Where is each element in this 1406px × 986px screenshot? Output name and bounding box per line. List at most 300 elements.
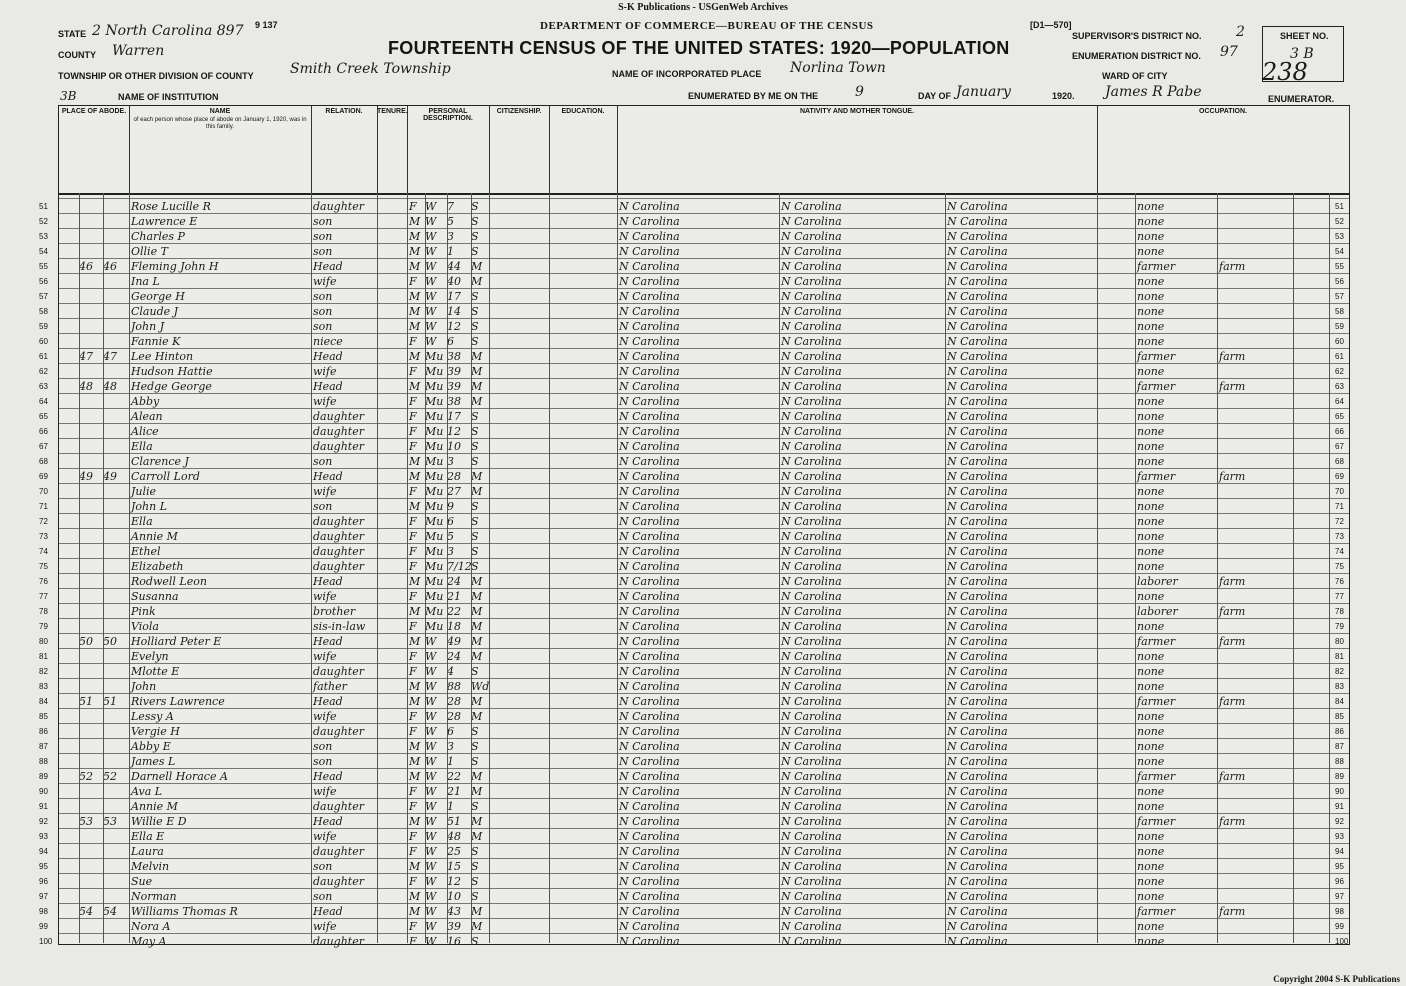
cell-name: Rivers Lawrence (131, 695, 225, 708)
cell-fbp: N Carolina (781, 335, 842, 348)
cell-occ: none (1137, 755, 1165, 768)
cell-age: 1 (447, 800, 454, 813)
cell-name: Williams Thomas R (131, 905, 238, 918)
cell-bp: N Carolina (619, 320, 680, 333)
table-row (39, 423, 1349, 439)
cell-ms: M (471, 830, 483, 843)
cell-fbp: N Carolina (781, 485, 842, 498)
line-number: 92 (39, 817, 48, 826)
table-row (39, 933, 1349, 949)
cell-bp: N Carolina (619, 515, 680, 528)
cell-occ: none (1137, 845, 1165, 858)
cell-name: Willie E D (131, 815, 187, 828)
cell-occ: none (1137, 290, 1165, 303)
table-row (39, 498, 1349, 514)
line-number: 65 (39, 412, 48, 421)
column-rule (447, 193, 448, 943)
cell-age: 39 (447, 920, 461, 933)
line-number: 58 (39, 307, 48, 316)
cell-mbp: N Carolina (947, 275, 1008, 288)
cell-mbp: N Carolina (947, 230, 1008, 243)
cell-age: 5 (447, 530, 454, 543)
cell-relation: son (313, 455, 333, 468)
county-label: COUNTY (58, 50, 96, 60)
township-value: Smith Creek Township (290, 61, 451, 77)
cell-relation: Head (313, 575, 343, 588)
cell-age: 18 (447, 620, 461, 633)
line-number-right: 99 (1335, 922, 1344, 931)
cell-sex: M (409, 680, 421, 693)
cell-fbp: N Carolina (781, 470, 842, 483)
cell-fbp: N Carolina (781, 665, 842, 678)
cell-family: 46 (103, 260, 117, 273)
cell-mbp: N Carolina (947, 575, 1008, 588)
cell-name: Rodwell Leon (131, 575, 207, 588)
cell-occ: none (1137, 725, 1165, 738)
cell-occ: none (1137, 680, 1165, 693)
line-number-right: 72 (1335, 517, 1344, 526)
copyright: Copyright 2004 S-K Publications (1273, 974, 1400, 984)
cell-occ: none (1137, 320, 1165, 333)
table-row (39, 228, 1349, 244)
table-row (39, 633, 1349, 649)
cell-age: 28 (447, 470, 461, 483)
cell-relation: wife (313, 485, 337, 498)
cell-sex: F (409, 650, 417, 663)
cell-ms: S (471, 560, 479, 573)
cell-fbp: N Carolina (781, 800, 842, 813)
cell-race: Mu (425, 560, 444, 573)
cell-family: 54 (103, 905, 117, 918)
cell-age: 49 (447, 635, 461, 648)
cell-bp: N Carolina (619, 365, 680, 378)
cell-race: W (425, 695, 437, 708)
cell-fbp: N Carolina (781, 425, 842, 438)
cell-occ: none (1137, 275, 1165, 288)
cell-bp: N Carolina (619, 590, 680, 603)
cell-sex: M (409, 305, 421, 318)
line-number: 93 (39, 832, 48, 841)
census-grid (39, 105, 1350, 948)
cell-fbp: N Carolina (781, 680, 842, 693)
cell-age: 10 (447, 890, 461, 903)
line-number-right: 54 (1335, 247, 1344, 256)
cell-ms: S (471, 800, 479, 813)
cell-mbp: N Carolina (947, 845, 1008, 858)
cell-bp: N Carolina (619, 920, 680, 933)
cell-name: Rose Lucille R (131, 200, 211, 213)
cell-name: Melvin (131, 860, 170, 873)
cell-bp: N Carolina (619, 560, 680, 573)
line-number: 59 (39, 322, 48, 331)
cell-occ: none (1137, 365, 1165, 378)
cell-ms: M (471, 380, 483, 393)
cell-mbp: N Carolina (947, 635, 1008, 648)
column-group-header (617, 106, 1098, 193)
cell-ms: S (471, 725, 479, 738)
cell-sex: M (409, 230, 421, 243)
cell-relation: wife (313, 650, 337, 663)
cell-sex: F (409, 200, 417, 213)
cell-name: Mlotte E (131, 665, 180, 678)
cell-ms: M (471, 710, 483, 723)
cell-name: Claude J (131, 305, 179, 318)
cell-relation: daughter (313, 560, 364, 573)
cell-bp: N Carolina (619, 755, 680, 768)
cell-name: Hudson Hattie (131, 365, 213, 378)
column-rule (549, 193, 550, 943)
cell-ind: farm (1219, 470, 1246, 483)
cell-race: W (425, 920, 437, 933)
cell-relation: Head (313, 695, 343, 708)
cell-relation: daughter (313, 440, 364, 453)
cell-ind: farm (1219, 605, 1246, 618)
cell-sex: F (409, 800, 417, 813)
cell-name: Elizabeth (131, 560, 184, 573)
line-number-right: 64 (1335, 397, 1344, 406)
cell-bp: N Carolina (619, 260, 680, 273)
state-value: 2 North Carolina 897 (92, 23, 244, 39)
cell-ms: M (471, 575, 483, 588)
line-number: 73 (39, 532, 48, 541)
cell-name: Julie (131, 485, 157, 498)
cell-bp: N Carolina (619, 635, 680, 648)
cell-name: Lessy A (131, 710, 174, 723)
line-number: 78 (39, 607, 48, 616)
column-rule (779, 193, 780, 943)
cell-fbp: N Carolina (781, 860, 842, 873)
line-number: 85 (39, 712, 48, 721)
cell-sex: F (409, 440, 417, 453)
cell-ms: S (471, 215, 479, 228)
cell-age: 43 (447, 905, 461, 918)
cell-bp: N Carolina (619, 875, 680, 888)
cell-sex: F (409, 530, 417, 543)
cell-ms: M (471, 350, 483, 363)
cell-bp: N Carolina (619, 455, 680, 468)
cell-name: Nora A (131, 920, 171, 933)
cell-bp: N Carolina (619, 305, 680, 318)
line-number: 90 (39, 787, 48, 796)
cell-mbp: N Carolina (947, 890, 1008, 903)
cell-name: Darnell Horace A (131, 770, 228, 783)
cell-fbp: N Carolina (781, 590, 842, 603)
cell-occ: none (1137, 425, 1165, 438)
cell-fbp: N Carolina (781, 230, 842, 243)
cell-relation: sis-in-law (313, 620, 366, 633)
cell-age: 21 (447, 785, 461, 798)
table-row (39, 738, 1349, 754)
cell-ms: S (471, 890, 479, 903)
cell-mbp: N Carolina (947, 380, 1008, 393)
cell-fbp: N Carolina (781, 545, 842, 558)
cell-relation: wife (313, 785, 337, 798)
cell-fbp: N Carolina (781, 215, 842, 228)
cell-relation: son (313, 305, 333, 318)
table-row (39, 438, 1349, 454)
cell-ind: farm (1219, 695, 1246, 708)
cell-race: W (425, 770, 437, 783)
cell-mbp: N Carolina (947, 560, 1008, 573)
cell-race: Mu (425, 425, 444, 438)
enumerated-label: ENUMERATED BY ME ON THE (688, 91, 819, 101)
cell-bp: N Carolina (619, 830, 680, 843)
line-number: 75 (39, 562, 48, 571)
cell-mbp: N Carolina (947, 500, 1008, 513)
cell-ms: M (471, 905, 483, 918)
cell-relation: son (313, 890, 333, 903)
cell-mbp: N Carolina (947, 200, 1008, 213)
cell-relation: son (313, 290, 333, 303)
day-of-label: DAY OF (918, 91, 952, 101)
line-number: 55 (39, 262, 48, 271)
cell-age: 24 (447, 575, 461, 588)
cell-race: W (425, 635, 437, 648)
line-number: 87 (39, 742, 48, 751)
cell-sex: F (409, 710, 417, 723)
cell-race: W (425, 680, 437, 693)
cell-bp: N Carolina (619, 215, 680, 228)
cell-name: Annie M (131, 800, 178, 813)
cell-sex: M (409, 350, 421, 363)
cell-name: Abby E (131, 740, 171, 753)
cell-ind: farm (1219, 635, 1246, 648)
cell-relation: daughter (313, 665, 364, 678)
cell-sex: F (409, 725, 417, 738)
cell-occ: none (1137, 335, 1165, 348)
table-row (39, 903, 1349, 919)
cell-race: W (425, 200, 437, 213)
line-number-right: 96 (1335, 877, 1344, 886)
cell-mbp: N Carolina (947, 935, 1008, 948)
cell-ms: S (471, 860, 479, 873)
cell-sex: F (409, 410, 417, 423)
cell-occ: none (1137, 935, 1165, 948)
cell-fbp: N Carolina (781, 620, 842, 633)
cell-age: 22 (447, 605, 461, 618)
table-row (39, 468, 1349, 484)
line-number: 80 (39, 637, 48, 646)
cell-name: Ella (131, 515, 153, 528)
cell-fbp: N Carolina (781, 320, 842, 333)
sheet-value: 3 B (1290, 46, 1314, 62)
cell-race: W (425, 245, 437, 258)
cell-bp: N Carolina (619, 620, 680, 633)
enumeration-district-label: ENUMERATION DISTRICT NO. (1072, 51, 1201, 61)
line-number-right: 92 (1335, 817, 1344, 826)
table-row (39, 288, 1349, 304)
cell-sex: M (409, 320, 421, 333)
line-number: 62 (39, 367, 48, 376)
cell-relation: niece (313, 335, 343, 348)
line-number-right: 90 (1335, 787, 1344, 796)
line-number-right: 69 (1335, 472, 1344, 481)
cell-fbp: N Carolina (781, 755, 842, 768)
cell-bp: N Carolina (619, 275, 680, 288)
cell-mbp: N Carolina (947, 425, 1008, 438)
cell-relation: Head (313, 635, 343, 648)
cell-fbp: N Carolina (781, 875, 842, 888)
cell-sex: F (409, 560, 417, 573)
cell-occ: none (1137, 710, 1165, 723)
column-rule (1293, 193, 1294, 943)
cell-fbp: N Carolina (781, 635, 842, 648)
institution-label: NAME OF INSTITUTION (118, 92, 219, 102)
line-number-right: 70 (1335, 487, 1344, 496)
enumeration-district-value: 97 (1220, 44, 1238, 60)
line-number: 71 (39, 502, 48, 511)
cell-relation: daughter (313, 935, 364, 948)
cell-dwelling: 53 (79, 815, 93, 828)
line-number-right: 86 (1335, 727, 1344, 736)
line-number: 76 (39, 577, 48, 586)
column-rule (79, 193, 80, 943)
cell-ms: M (471, 365, 483, 378)
cell-ms: S (471, 740, 479, 753)
cell-mbp: N Carolina (947, 455, 1008, 468)
cell-age: 4 (447, 665, 454, 678)
cell-relation: daughter (313, 530, 364, 543)
cell-age: 14 (447, 305, 461, 318)
form-number: 9 137 (255, 20, 278, 30)
cell-occ: laborer (1137, 605, 1178, 618)
cell-fbp: N Carolina (781, 935, 842, 948)
cell-ms: S (471, 320, 479, 333)
cell-sex: M (409, 500, 421, 513)
cell-name: George H (131, 290, 185, 303)
column-rule (617, 193, 618, 943)
column-rule (103, 193, 104, 943)
table-row (39, 888, 1349, 904)
enumerator-label: ENUMERATOR. (1268, 94, 1335, 104)
table-row (39, 723, 1349, 739)
cell-race: W (425, 305, 437, 318)
cell-fbp: N Carolina (781, 260, 842, 273)
cell-occ: none (1137, 410, 1165, 423)
cell-race: Mu (425, 485, 444, 498)
cell-fbp: N Carolina (781, 530, 842, 543)
cell-fbp: N Carolina (781, 605, 842, 618)
cell-fbp: N Carolina (781, 920, 842, 933)
cell-occ: none (1137, 860, 1165, 873)
table-row (39, 303, 1349, 319)
line-number-right: 87 (1335, 742, 1344, 751)
line-number-right: 57 (1335, 292, 1344, 301)
cell-relation: Head (313, 905, 343, 918)
cell-name: May A (131, 935, 167, 948)
table-row (39, 273, 1349, 289)
cell-age: 6 (447, 335, 454, 348)
cell-relation: son (313, 500, 333, 513)
cell-name: Charles P (131, 230, 185, 243)
cell-ind: farm (1219, 905, 1246, 918)
cell-mbp: N Carolina (947, 665, 1008, 678)
cell-race: W (425, 320, 437, 333)
column-rule (945, 193, 946, 943)
cell-relation: wife (313, 710, 337, 723)
cell-age: 88 (447, 680, 461, 693)
cell-race: W (425, 335, 437, 348)
cell-race: W (425, 860, 437, 873)
cell-mbp: N Carolina (947, 590, 1008, 603)
cell-ind: farm (1219, 575, 1246, 588)
cell-age: 6 (447, 515, 454, 528)
cell-occ: none (1137, 665, 1165, 678)
line-number: 61 (39, 352, 48, 361)
cell-bp: N Carolina (619, 605, 680, 618)
cell-mbp: N Carolina (947, 785, 1008, 798)
cell-ms: M (471, 920, 483, 933)
line-number-right: 91 (1335, 802, 1344, 811)
cell-fbp: N Carolina (781, 815, 842, 828)
table-row (39, 708, 1349, 724)
cell-name: John (131, 680, 157, 693)
table-row (39, 858, 1349, 874)
cell-occ: none (1137, 200, 1165, 213)
cell-age: 1 (447, 245, 454, 258)
cell-mbp: N Carolina (947, 365, 1008, 378)
cell-sex: M (409, 905, 421, 918)
cell-occ: none (1137, 530, 1165, 543)
cell-mbp: N Carolina (947, 320, 1008, 333)
cell-mbp: N Carolina (947, 440, 1008, 453)
cell-age: 27 (447, 485, 461, 498)
cell-sex: M (409, 455, 421, 468)
table-row (39, 243, 1349, 259)
line-number-right: 61 (1335, 352, 1344, 361)
cell-age: 6 (447, 725, 454, 738)
table-row (39, 813, 1349, 829)
line-number-right: 81 (1335, 652, 1344, 661)
cell-ms: S (471, 440, 479, 453)
cell-occ: none (1137, 455, 1165, 468)
cell-fbp: N Carolina (781, 560, 842, 573)
cell-mbp: N Carolina (947, 905, 1008, 918)
cell-name: Ava L (131, 785, 163, 798)
cell-occ: none (1137, 590, 1165, 603)
cell-age: 3 (447, 545, 454, 558)
table-row (39, 558, 1349, 574)
cell-ind: farm (1219, 350, 1246, 363)
cell-bp: N Carolina (619, 710, 680, 723)
cell-ind: farm (1219, 770, 1246, 783)
cell-mbp: N Carolina (947, 650, 1008, 663)
column-rule (1135, 193, 1136, 943)
line-number: 52 (39, 217, 48, 226)
cell-sex: F (409, 875, 417, 888)
cell-bp: N Carolina (619, 200, 680, 213)
cell-ms: M (471, 260, 483, 273)
cell-occ: none (1137, 830, 1165, 843)
cell-age: 3 (447, 740, 454, 753)
line-number: 64 (39, 397, 48, 406)
cell-relation: wife (313, 830, 337, 843)
page-stamp: 238 (1262, 58, 1308, 86)
cell-race: W (425, 710, 437, 723)
cell-fbp: N Carolina (781, 380, 842, 393)
cell-mbp: N Carolina (947, 770, 1008, 783)
cell-sex: F (409, 845, 417, 858)
cell-occ: laborer (1137, 575, 1178, 588)
cell-occ: farmer (1137, 260, 1176, 273)
line-number-right: 78 (1335, 607, 1344, 616)
cell-mbp: N Carolina (947, 260, 1008, 273)
cell-race: Mu (425, 350, 444, 363)
cell-race: Mu (425, 575, 444, 588)
cell-name: Annie M (131, 530, 178, 543)
cell-name: Susanna (131, 590, 179, 603)
cell-family: 53 (103, 815, 117, 828)
